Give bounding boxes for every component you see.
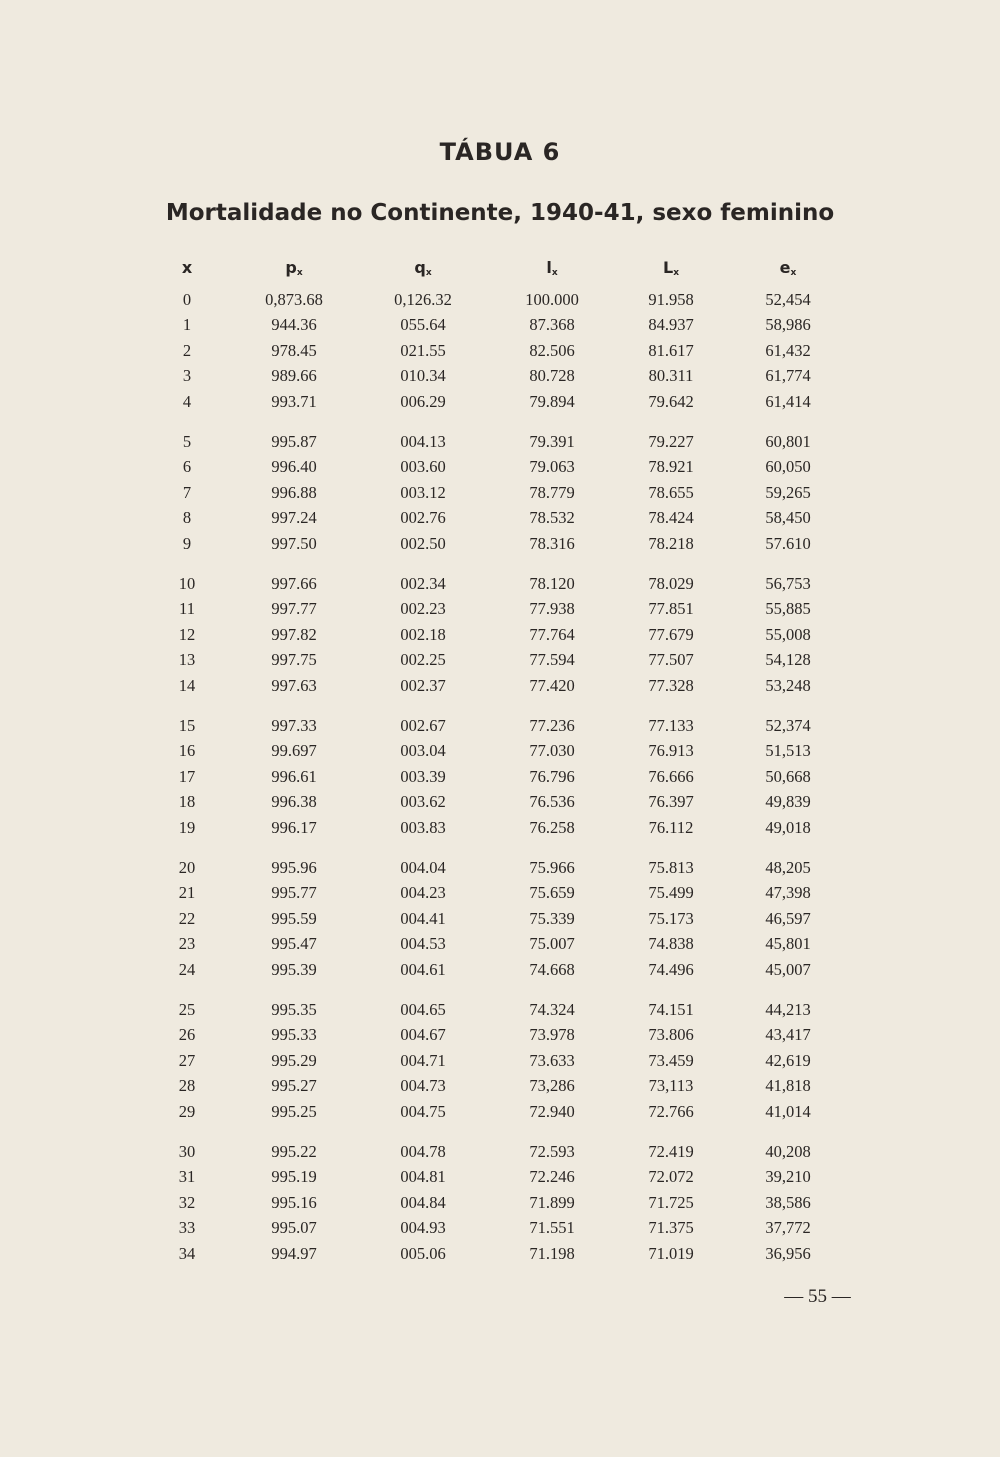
table-row — [0, 1191, 1000, 1216]
header-px: $p_x$ — [285, 258, 303, 278]
cell-x: 7 — [182, 482, 192, 502]
cell-qx: 004.71 — [400, 1050, 446, 1070]
cell-lx: 73.633 — [529, 1050, 575, 1070]
cell-Lx: 84.937 — [648, 315, 694, 335]
table-row — [0, 339, 1000, 364]
cell-qx: 002.37 — [400, 675, 446, 695]
cell-lx: 72.940 — [529, 1101, 575, 1121]
cell-ex: 57.610 — [765, 533, 811, 553]
row-group — [0, 430, 1000, 557]
cell-Lx: 73.459 — [648, 1050, 694, 1070]
cell-x: 17 — [178, 766, 196, 786]
cell-x: 5 — [182, 432, 192, 451]
cell-lx: 79.894 — [529, 391, 575, 411]
cell-Lx: 71.375 — [648, 1218, 694, 1238]
cell-px: 995.39 — [271, 959, 317, 979]
cell-lx: 77.764 — [529, 624, 575, 644]
cell-x: 3 — [182, 366, 192, 386]
cell-ex: 61,774 — [765, 366, 811, 386]
table-row — [0, 932, 1000, 957]
cell-x: 34 — [178, 1243, 196, 1263]
cell-lx: 87.368 — [529, 315, 575, 335]
cell-lx: 78.532 — [529, 508, 575, 528]
cell-x: 24 — [178, 959, 196, 979]
cell-lx: 76.536 — [529, 792, 575, 812]
cell-x: 25 — [178, 1000, 196, 1019]
cell-px: 994.97 — [271, 1243, 317, 1263]
cell-ex: 46,597 — [765, 908, 811, 928]
cell-px: 995.59 — [271, 908, 317, 928]
cell-Lx: 74.496 — [648, 959, 694, 979]
cell-Lx: 91.958 — [648, 290, 694, 309]
cell-px: 99.697 — [271, 741, 317, 761]
page-number: — 55 — — [784, 1286, 851, 1307]
cell-lx: 82.506 — [529, 340, 575, 360]
cell-lx: 79.063 — [529, 457, 575, 477]
cell-qx: 004.04 — [400, 858, 446, 877]
cell-lx: 72.593 — [529, 1142, 575, 1161]
cell-ex: 58,450 — [765, 508, 811, 528]
cell-ex: 52,454 — [765, 290, 811, 309]
cell-x: 8 — [182, 508, 192, 528]
cell-px: 997.63 — [271, 675, 317, 695]
cell-Lx: 75.499 — [648, 883, 694, 903]
cell-px: 995.25 — [271, 1101, 317, 1121]
cell-px: 0,873.68 — [265, 290, 323, 309]
cell-x: 13 — [178, 650, 196, 670]
cell-x: 15 — [178, 716, 196, 735]
cell-px: 996.88 — [271, 482, 317, 502]
cell-ex: 59,265 — [765, 482, 811, 502]
cell-Lx: 72.766 — [648, 1101, 694, 1121]
cell-Lx: 75.813 — [648, 858, 694, 877]
cell-px: 995.35 — [271, 1000, 317, 1019]
table-row — [0, 998, 1000, 1023]
table-row — [0, 958, 1000, 983]
cell-ex: 38,586 — [765, 1192, 811, 1212]
table-row — [0, 1023, 1000, 1048]
cell-lx: 100.000 — [525, 290, 579, 309]
cell-ex: 40,208 — [765, 1142, 811, 1161]
cell-Lx: 78.424 — [648, 508, 694, 528]
table-row — [0, 1100, 1000, 1125]
cell-ex: 43,417 — [765, 1025, 811, 1045]
cell-x: 6 — [182, 457, 192, 477]
cell-px: 995.27 — [271, 1076, 317, 1096]
cell-ex: 60,050 — [765, 457, 811, 477]
cell-ex: 49,839 — [765, 792, 811, 812]
cell-px: 996.17 — [271, 817, 317, 837]
cell-Lx: 75.173 — [648, 908, 694, 928]
cell-ex: 45,801 — [765, 934, 811, 954]
cell-qx: 003.04 — [400, 741, 446, 761]
cell-x: 28 — [178, 1076, 196, 1096]
cell-Lx: 78.218 — [648, 533, 694, 553]
cell-lx: 75.966 — [529, 858, 575, 877]
cell-Lx: 72.419 — [648, 1142, 694, 1161]
cell-ex: 37,772 — [765, 1218, 811, 1238]
cell-qx: 002.34 — [400, 574, 446, 593]
cell-lx: 71.899 — [529, 1192, 575, 1212]
cell-ex: 41,014 — [765, 1101, 811, 1121]
cell-qx: 003.39 — [400, 766, 446, 786]
table-row — [0, 907, 1000, 932]
cell-ex: 55,885 — [765, 599, 811, 619]
cell-Lx: 78.921 — [648, 457, 694, 477]
table-row — [0, 648, 1000, 673]
cell-lx: 78.316 — [529, 533, 575, 553]
cell-lx: 74.324 — [529, 1000, 575, 1019]
header-Lx: $L_x$ — [662, 258, 680, 278]
cell-lx: 76.258 — [529, 817, 575, 837]
table-row — [0, 739, 1000, 764]
cell-Lx: 76.397 — [648, 792, 694, 812]
cell-lx: 75.339 — [529, 908, 575, 928]
cell-x: 11 — [179, 599, 195, 619]
cell-Lx: 74.151 — [648, 1000, 694, 1019]
cell-Lx: 73,113 — [648, 1076, 694, 1096]
cell-qx: 010.34 — [400, 366, 446, 386]
cell-x: 19 — [178, 817, 196, 837]
header-x: x — [181, 258, 193, 277]
cell-Lx: 79.642 — [648, 391, 694, 411]
table-row — [0, 1216, 1000, 1241]
column-headers — [0, 258, 1000, 280]
cell-qx: 003.83 — [400, 817, 446, 837]
cell-qx: 002.23 — [400, 599, 446, 619]
cell-lx: 79.391 — [529, 432, 575, 451]
cell-qx: 004.78 — [400, 1142, 446, 1161]
cell-Lx: 77.328 — [648, 675, 694, 695]
cell-x: 14 — [178, 675, 196, 695]
cell-Lx: 73.806 — [648, 1025, 694, 1045]
cell-lx: 77.938 — [529, 599, 575, 619]
cell-ex: 58,986 — [765, 315, 811, 335]
cell-px: 995.07 — [271, 1218, 317, 1238]
cell-qx: 004.41 — [400, 908, 446, 928]
cell-lx: 71.551 — [529, 1218, 575, 1238]
cell-lx: 78.779 — [529, 482, 575, 502]
cell-ex: 44,213 — [765, 1000, 811, 1019]
cell-x: 30 — [178, 1142, 196, 1161]
cell-px: 993.71 — [271, 391, 317, 411]
cell-x: 27 — [178, 1050, 196, 1070]
cell-qx: 003.12 — [400, 482, 446, 502]
row-group — [0, 714, 1000, 841]
cell-qx: 004.84 — [400, 1192, 446, 1212]
cell-ex: 50,668 — [765, 766, 811, 786]
cell-x: 22 — [178, 908, 196, 928]
cell-x: 23 — [178, 934, 196, 954]
cell-qx: 002.67 — [400, 716, 446, 735]
cell-px: 989.66 — [271, 366, 317, 386]
cell-lx: 74.668 — [529, 959, 575, 979]
cell-qx: 021.55 — [400, 340, 446, 360]
table-row — [0, 674, 1000, 699]
cell-px: 995.22 — [271, 1142, 317, 1161]
cell-Lx: 74.838 — [648, 934, 694, 954]
cell-ex: 39,210 — [765, 1167, 811, 1187]
cell-Lx: 76.112 — [648, 817, 694, 837]
cell-lx: 78.120 — [529, 574, 575, 593]
cell-x: 16 — [178, 741, 196, 761]
table-title: TÁBUA 6 — [439, 138, 561, 166]
cell-ex: 41,818 — [765, 1076, 811, 1096]
header-qx: $q_x$ — [414, 258, 432, 278]
cell-Lx: 80.311 — [648, 366, 694, 386]
cell-qx: 002.18 — [400, 624, 446, 644]
cell-x: 33 — [178, 1218, 196, 1238]
cell-qx: 003.62 — [400, 792, 446, 812]
cell-qx: 002.76 — [400, 508, 446, 528]
cell-lx: 72.246 — [529, 1167, 575, 1187]
mortality-table — [0, 288, 1000, 1282]
cell-ex: 54,128 — [765, 650, 811, 670]
row-group — [0, 998, 1000, 1125]
cell-Lx: 71.019 — [648, 1243, 694, 1263]
cell-x: 10 — [178, 574, 196, 593]
cell-qx: 004.73 — [400, 1076, 446, 1096]
cell-Lx: 78.655 — [648, 482, 694, 502]
table-row — [0, 714, 1000, 739]
cell-ex: 52,374 — [765, 716, 811, 735]
header-lx: $l_x$ — [546, 258, 558, 278]
table-row — [0, 597, 1000, 622]
cell-Lx: 71.725 — [648, 1192, 694, 1212]
cell-ex: 48,205 — [765, 858, 811, 877]
cell-px: 996.38 — [271, 792, 317, 812]
cell-px: 995.47 — [271, 934, 317, 954]
table-row — [0, 288, 1000, 313]
table-row — [0, 364, 1000, 389]
row-group — [0, 288, 1000, 415]
cell-x: 18 — [178, 792, 196, 812]
cell-x: 32 — [178, 1192, 196, 1212]
cell-x: 0 — [182, 290, 192, 309]
cell-ex: 61,414 — [765, 391, 811, 411]
cell-qx: 004.23 — [400, 883, 446, 903]
cell-lx: 77.236 — [529, 716, 575, 735]
row-group — [0, 572, 1000, 699]
cell-px: 995.16 — [271, 1192, 317, 1212]
cell-x: 1 — [182, 315, 192, 335]
cell-px: 995.33 — [271, 1025, 317, 1045]
cell-lx: 73.978 — [529, 1025, 575, 1045]
cell-ex: 49,018 — [765, 817, 811, 837]
cell-qx: 004.53 — [400, 934, 446, 954]
cell-px: 997.33 — [271, 716, 317, 735]
cell-Lx: 78.029 — [648, 574, 694, 593]
cell-lx: 76.796 — [529, 766, 575, 786]
cell-ex: 51,513 — [765, 741, 811, 761]
cell-Lx: 77.679 — [648, 624, 694, 644]
row-group — [0, 856, 1000, 983]
cell-x: 21 — [178, 883, 196, 903]
table-row — [0, 430, 1000, 455]
cell-qx: 002.50 — [400, 533, 446, 553]
cell-lx: 71.198 — [529, 1243, 575, 1263]
cell-ex: 61,432 — [765, 340, 811, 360]
cell-qx: 004.65 — [400, 1000, 446, 1019]
cell-px: 996.40 — [271, 457, 317, 477]
header-ex: $e_x$ — [779, 258, 797, 278]
cell-qx: 002.25 — [400, 650, 446, 670]
row-group — [0, 1140, 1000, 1267]
table-row — [0, 455, 1000, 480]
cell-Lx: 76.666 — [648, 766, 694, 786]
cell-qx: 004.67 — [400, 1025, 446, 1045]
cell-Lx: 77.133 — [648, 716, 694, 735]
table-row — [0, 1242, 1000, 1267]
table-row — [0, 1074, 1000, 1099]
cell-ex: 56,753 — [765, 574, 811, 593]
cell-Lx: 76.913 — [648, 741, 694, 761]
table-row — [0, 1049, 1000, 1074]
cell-x: 29 — [178, 1101, 196, 1121]
cell-px: 995.29 — [271, 1050, 317, 1070]
cell-Lx: 77.851 — [648, 599, 694, 619]
cell-px: 997.77 — [271, 599, 317, 619]
cell-qx: 055.64 — [400, 315, 446, 335]
cell-Lx: 79.227 — [648, 432, 694, 451]
table-row — [0, 313, 1000, 338]
table-row — [0, 816, 1000, 841]
cell-px: 997.82 — [271, 624, 317, 644]
cell-x: 12 — [178, 624, 196, 644]
cell-ex: 47,398 — [765, 883, 811, 903]
cell-Lx: 77.507 — [648, 650, 694, 670]
cell-x: 20 — [178, 858, 196, 877]
cell-qx: 006.29 — [400, 391, 446, 411]
table-row — [0, 790, 1000, 815]
cell-qx: 004.81 — [400, 1167, 446, 1187]
cell-x: 31 — [178, 1167, 196, 1187]
cell-lx: 75.007 — [529, 934, 575, 954]
cell-Lx: 72.072 — [648, 1167, 694, 1187]
cell-ex: 55,008 — [765, 624, 811, 644]
cell-px: 995.77 — [271, 883, 317, 903]
table-row — [0, 532, 1000, 557]
cell-qx: 004.75 — [400, 1101, 446, 1121]
cell-ex: 36,956 — [765, 1243, 811, 1263]
cell-lx: 77.594 — [529, 650, 575, 670]
cell-px: 944.36 — [271, 315, 317, 335]
cell-ex: 60,801 — [765, 432, 811, 451]
cell-ex: 53,248 — [765, 675, 811, 695]
table-row — [0, 572, 1000, 597]
cell-px: 997.24 — [271, 508, 317, 528]
cell-px: 997.50 — [271, 533, 317, 553]
cell-ex: 42,619 — [765, 1050, 811, 1070]
cell-lx: 73,286 — [529, 1076, 575, 1096]
cell-ex: 45,007 — [765, 959, 811, 979]
cell-lx: 77.420 — [529, 675, 575, 695]
table-row — [0, 881, 1000, 906]
cell-px: 995.87 — [271, 432, 317, 451]
table-row — [0, 506, 1000, 531]
table-row — [0, 856, 1000, 881]
cell-x: 9 — [182, 533, 192, 553]
table-row — [0, 390, 1000, 415]
cell-x: 2 — [182, 340, 192, 360]
table-row — [0, 1140, 1000, 1165]
cell-lx: 77.030 — [529, 741, 575, 761]
cell-px: 995.96 — [271, 858, 317, 877]
cell-Lx: 81.617 — [648, 340, 694, 360]
cell-px: 997.75 — [271, 650, 317, 670]
cell-x: 4 — [182, 391, 192, 411]
table-row — [0, 765, 1000, 790]
table-row — [0, 1165, 1000, 1190]
cell-qx: 004.61 — [400, 959, 446, 979]
cell-lx: 80.728 — [529, 366, 575, 386]
cell-px: 995.19 — [271, 1167, 317, 1187]
table-row — [0, 623, 1000, 648]
cell-qx: 004.13 — [400, 432, 446, 451]
cell-qx: 005.06 — [400, 1243, 446, 1263]
table-row — [0, 481, 1000, 506]
cell-x: 26 — [178, 1025, 196, 1045]
cell-lx: 75.659 — [529, 883, 575, 903]
cell-qx: 0,126.32 — [394, 290, 452, 309]
cell-px: 996.61 — [271, 766, 317, 786]
cell-px: 978.45 — [271, 340, 317, 360]
cell-qx: 003.60 — [400, 457, 446, 477]
cell-qx: 004.93 — [400, 1218, 446, 1238]
cell-px: 997.66 — [271, 574, 317, 593]
table-subtitle: Mortalidade no Continente, 1940-41, sexo feminino — [165, 200, 835, 226]
